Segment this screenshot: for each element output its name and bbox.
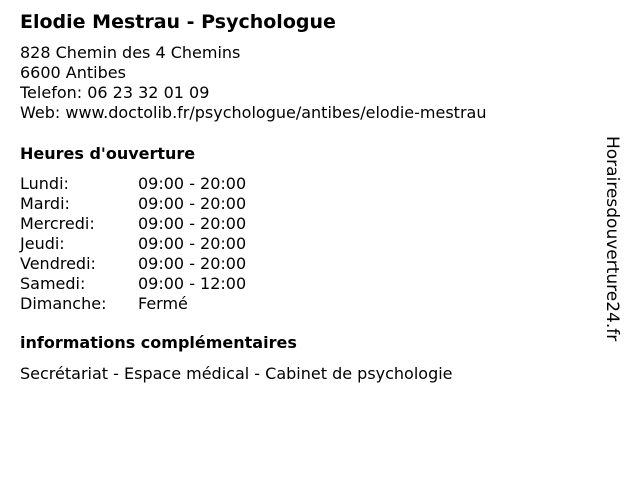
additional-info-text: Secrétariat - Espace médical - Cabinet de psychologie xyxy=(20,364,453,383)
hours-day: Lundi: xyxy=(20,174,69,193)
hours-row xyxy=(20,174,600,194)
site-watermark: Horairesdouverture24.fr xyxy=(602,136,622,342)
hours-day: Vendredi: xyxy=(20,254,96,273)
website-line: Web: www.doctolib.fr/psychologue/antibes/elodie-mestrau xyxy=(20,103,487,122)
hours-row xyxy=(20,274,600,294)
hours-day: Samedi: xyxy=(20,274,86,293)
hours-day: Mercredi: xyxy=(20,214,95,233)
hours-row xyxy=(20,194,600,214)
phone-number: Telefon: 06 23 32 01 09 xyxy=(20,83,210,102)
business-name: Elodie Mestrau - Psychologue xyxy=(20,11,336,33)
hours-time: 09:00 - 20:00 xyxy=(138,234,247,253)
hours-row xyxy=(20,214,600,234)
hours-time: 09:00 - 20:00 xyxy=(138,174,247,193)
hours-time: 09:00 - 20:00 xyxy=(138,254,247,273)
hours-day: Jeudi: xyxy=(20,234,65,253)
opening-hours-heading: Heures d'ouverture xyxy=(20,144,196,163)
hours-time: 09:00 - 20:00 xyxy=(138,214,247,233)
hours-day: Dimanche: xyxy=(20,294,107,313)
address-block xyxy=(20,43,600,123)
hours-day: Mardi: xyxy=(20,194,70,213)
hours-row xyxy=(20,294,600,314)
opening-hours-table xyxy=(20,174,600,314)
hours-row xyxy=(20,234,600,254)
additional-info-heading: informations complémentaires xyxy=(20,333,297,352)
business-card xyxy=(20,9,600,384)
hours-time: 09:00 - 20:00 xyxy=(138,194,247,213)
street-address: 828 Chemin des 4 Chemins xyxy=(20,43,241,62)
hours-time: 09:00 - 12:00 xyxy=(138,274,247,293)
hours-row xyxy=(20,254,600,274)
postal-city: 6600 Antibes xyxy=(20,63,126,82)
hours-time: Fermé xyxy=(138,294,188,313)
